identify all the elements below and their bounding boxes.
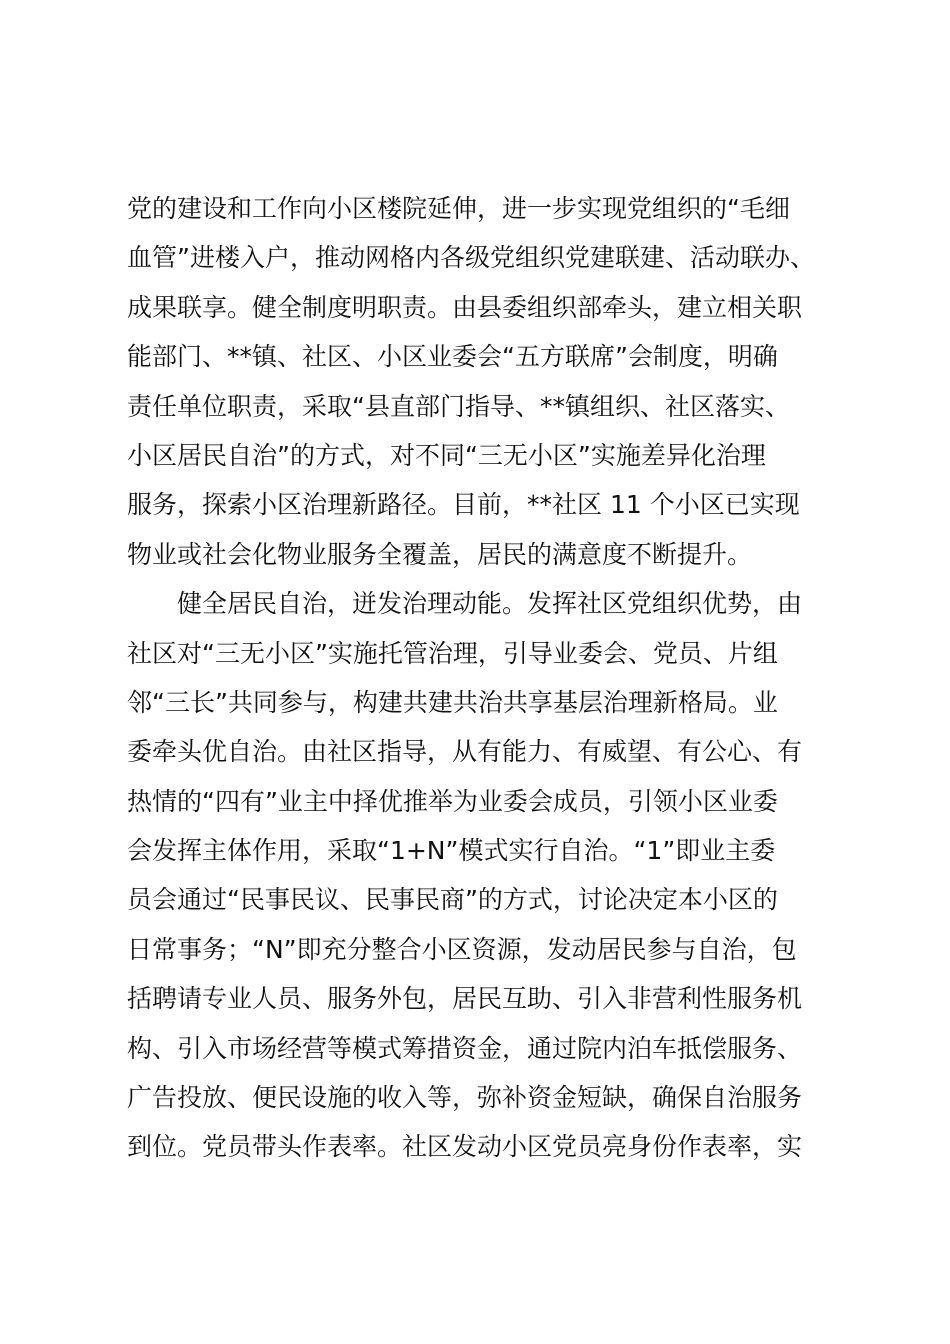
text-line: 社区对“三无小区”实施托管治理，引导业委会、党员、片组 <box>127 638 778 668</box>
text-line: 热情的“四有”业主中择优推举为业委会成员，引领小区业委 <box>127 786 778 816</box>
text-line: 能部门、**镇、社区、小区业委会“五方联席”会制度，明确 <box>127 342 778 372</box>
text-line: 会发挥主体作用，采取“1+N”模式实行自治。“1”即业主委 <box>127 836 776 866</box>
text-line: 成果联享。健全制度明职责。由县委组织部牵头，建立相关职 <box>127 292 803 322</box>
text-line: 日常事务；“N”即充分整合小区资源，发动居民参与自治，包 <box>127 934 797 964</box>
text-line: 到位。党员带头作表率。社区发动小区党员亮身份作表率，实 <box>127 1132 803 1162</box>
text-line: 责任单位职责，采取“县直部门指导、**镇组织、社区落实、 <box>127 391 790 421</box>
text-line: 委牵头优自治。由社区指导，从有能力、有威望、有公心、有 <box>127 737 803 767</box>
text-line: 血管”进楼入户，推动网格内各级党组织党建联建、活动联办、 <box>127 243 815 273</box>
text-line: 构、引入市场经营等模式筹措资金，通过院内泊车抵偿服务、 <box>127 1033 803 1063</box>
text-line: 物业或社会化物业服务全覆盖，居民的满意度不断提升。 <box>127 539 753 569</box>
text-line: 健全居民自治，迸发治理动能。发挥社区党组织优势，由 <box>177 589 803 619</box>
text-line: 服务，探索小区治理新路径。目前，**社区 11 个小区已实现 <box>127 490 800 520</box>
text-line: 小区居民自治”的方式，对不同“三无小区”实施差异化治理 <box>127 440 766 470</box>
paragraph-2 <box>127 579 847 1172</box>
paragraph-1 <box>127 184 847 579</box>
text-line: 邻“三长”共同参与，构建共建共治共享基层治理新格局。业 <box>127 687 778 717</box>
text-line: 括聘请专业人员、服务外包，居民互助、引入非营利性服务机 <box>127 984 803 1014</box>
text-line: 党的建设和工作向小区楼院延伸，进一步实现党组织的“毛细 <box>127 194 790 223</box>
text-line: 广告投放、便民设施的收入等，弥补资金短缺，确保自治服务 <box>127 1083 803 1113</box>
text-line: 员会通过“民事民议、民事民商”的方式，讨论决定本小区的 <box>127 885 778 915</box>
body-text <box>127 184 847 1172</box>
